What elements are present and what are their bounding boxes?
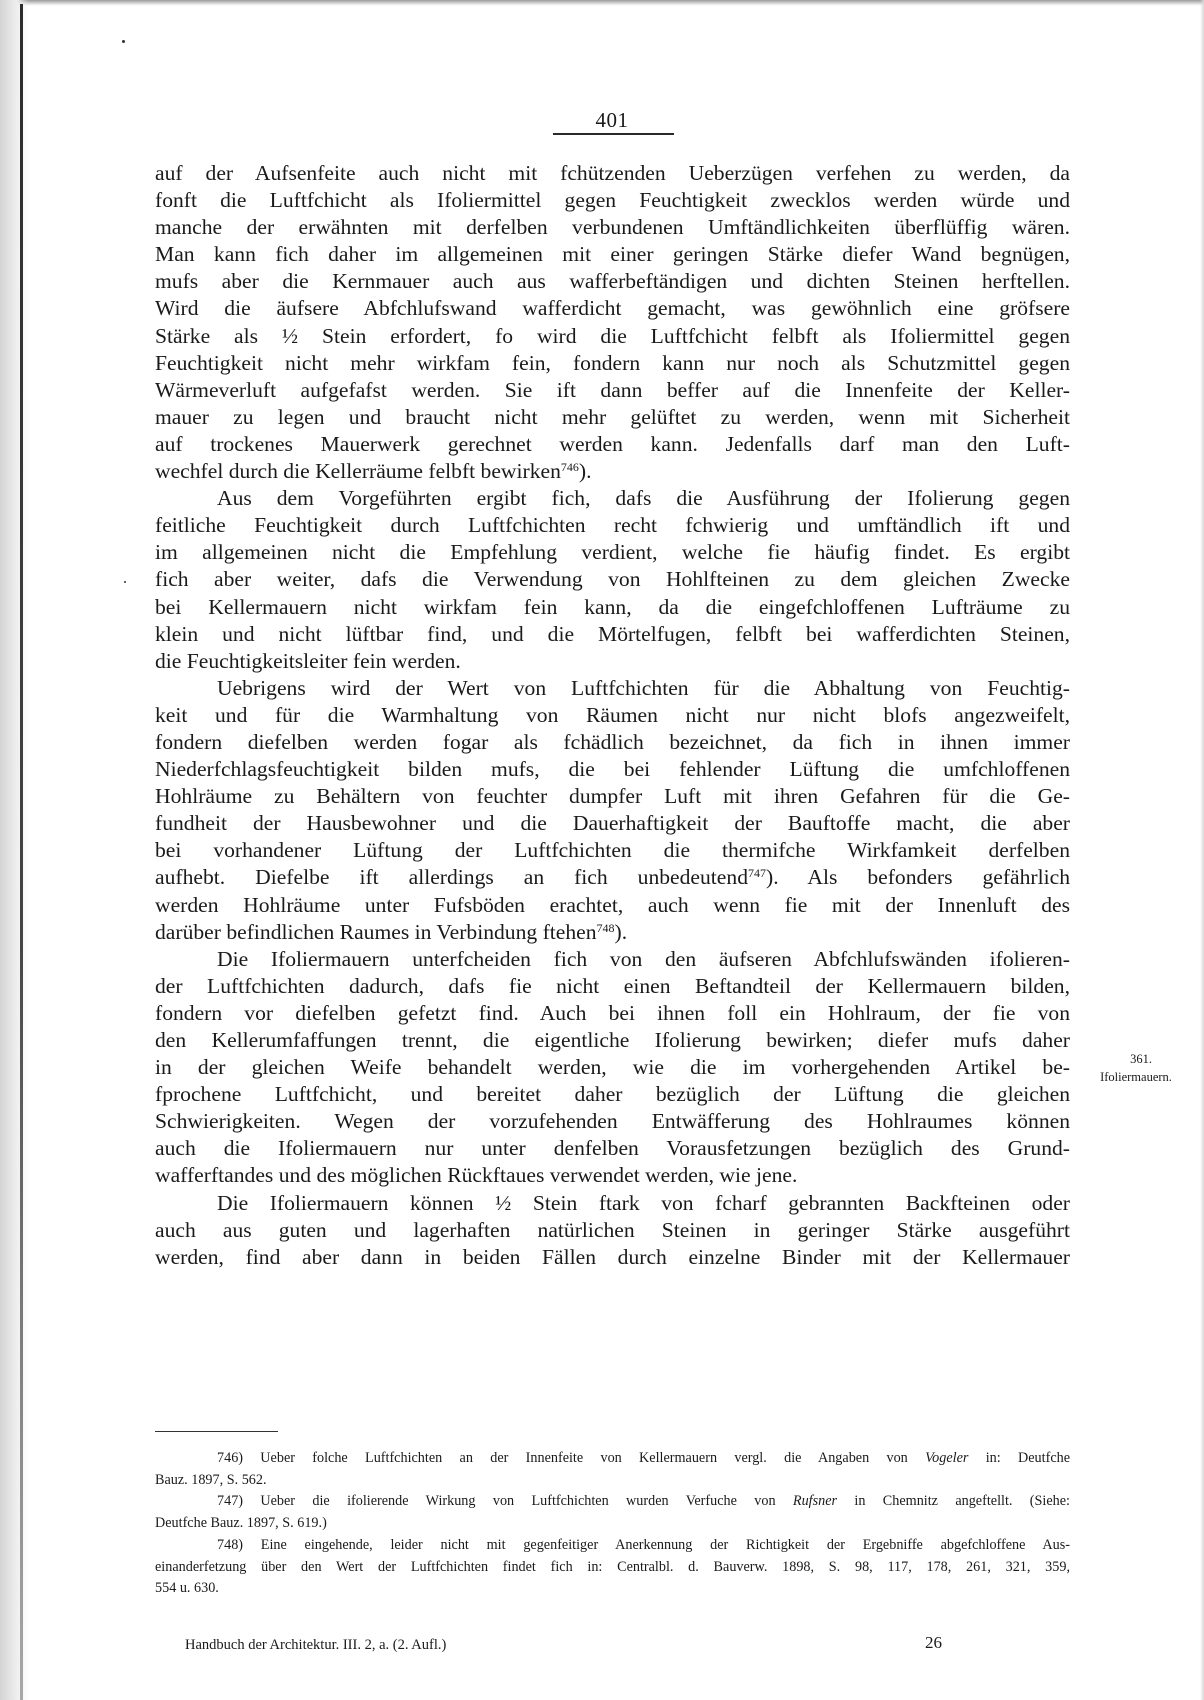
author-name: Rufsner [792, 1493, 838, 1510]
body-line: Feuchtigkeit nicht mehr wirkfam fein, fondern kann nur noch als Schutzmittel gegen [155, 350, 1070, 375]
margin-note-title: Ifoliermauern. [1100, 1070, 1172, 1084]
body-line: mufs aber die Kernmauer auch aus wafferbeftändigen und dichten Steinen herftellen. [155, 269, 1070, 294]
body-line: bei vorhandener Lüftung der Luftfchichten die thermifche Wirkfamkeit derfelben [155, 838, 1070, 863]
body-line: auf der Aufsenfeite auch nicht mit fchützenden Ueberzügen verfehen zu werden, da [155, 161, 1070, 185]
scan-speck [124, 581, 126, 583]
footnote-separator [155, 1431, 278, 1432]
body-line: klein und nicht lüftbar find, und die Mörtelfugen, felbft bei wafferdichten Steinen, [155, 621, 1070, 646]
margin-note [1072, 1050, 1200, 1086]
body-line: Uebrigens wird der Wert von Luftfchichten für die Abhaltung von Feuchtig- [217, 675, 1070, 700]
body-line: die Feuchtigkeitsleiter fein werden. [155, 648, 461, 673]
footnote-reference: 748 [596, 920, 615, 935]
scan-right-edge [1200, 0, 1204, 1700]
body-line: Hohlräume zu Behältern von feuchter dumpfer Luft mit ihren Gefahren für die Ge- [155, 784, 1070, 809]
body-line: Stärke als ½ Stein erfordert, fo wird die Luftfchicht felbft als Ifoliermittel gegen [155, 323, 1070, 348]
body-line: wafferftandes und des möglichen Rückftaues verwendet werden, wie jene. [155, 1163, 798, 1188]
body-line: wechfel durch die Kellerräume felbft bewirken$^{746}$). [155, 459, 592, 484]
author-name: Vogeler [925, 1450, 969, 1466]
body-line: fonft die Luftfchicht als Ifoliermittel gegen Feuchtigkeit zwecklos werden würde und [155, 188, 1070, 213]
scan-speck [122, 40, 125, 43]
body-line: keit und für die Warmhaltung von Räumen nicht nur nicht blofs angezweifelt, [155, 702, 1070, 727]
body-line: aufhebt. Diefelbe ift allerdings an fich unbedeutend$^{747}$). Als befonders gefährlich [155, 865, 1071, 890]
scan-top-edge [0, 0, 1204, 6]
footnote-line: Deutfche Bauz. 1897, S. 619.) [155, 1515, 327, 1532]
body-line: mauer zu legen und braucht nicht mehr gelüftet zu werden, wenn mit Sicherheit [155, 404, 1070, 429]
footnote-line: 748) Eine eingehende, leider nicht mit gegenfeitiger Anerkennung der Richtigkeit der Ergebniffe abgefchloffene Aus- [217, 1536, 1070, 1553]
body-text [155, 160, 1070, 1271]
body-line: Niederfchlagsfeuchtigkeit bilden mufs, die bei fehlender Lüftung die umfchloffenen [155, 757, 1070, 782]
body-line: Aus dem Vorgeführten ergibt fich, dafs die Ausführung der Ifolierung gegen [217, 486, 1070, 511]
footnote-line: Bauz. 1897, S. 562. [155, 1471, 267, 1488]
body-line: bei Kellermauern nicht wirkfam fein kann, da die eingefchloffenen Lufträume zu [155, 594, 1070, 619]
body-line: fondern vor diefelben gefetzt find. Auch bei ihnen foll ein Hohlraum, der fie von [155, 1000, 1070, 1025]
footnote-line: 554 u. 630. [155, 1580, 219, 1597]
footnote-line: 746) Ueber folche Luftfchichten an der Innenfeite von Kellermauern vergl. die Angaben von Vogeler in: Deutfche [217, 1450, 1071, 1466]
running-footer: Handbuch der Architektur. III. 2, a. (2. Aufl.) [185, 1637, 447, 1653]
body-line: manche der erwähnten mit derfelben verbundenen Umftändlichkeiten überflüffig wären. [155, 215, 1070, 240]
body-line: in der gleichen Weife behandelt werden, wie die im vorhergehenden Artikel be- [155, 1055, 1070, 1080]
body-line: auch aus guten und lagerhaften natürlichen Steinen in geringer Stärke ausgeführt [155, 1217, 1070, 1242]
body-line: werden Hohlräume unter Fufsböden erachtet, auch wenn fie mit der Innenluft des [155, 892, 1070, 917]
body-line: fprochene Luftfchicht, und bereitet daher bezüglich der Lüftung die gleichen [155, 1082, 1070, 1107]
body-line: Die Ifoliermauern unterfcheiden fich von den äufseren Abfchlufswänden ifolieren- [217, 946, 1070, 971]
page-number: 401 [595, 108, 629, 132]
body-line: fich aber weiter, dafs die Verwendung von Hohlfteinen zu dem gleichen Zwecke [155, 567, 1070, 592]
footnote-reference: 747 [748, 866, 766, 881]
body-line: auf trockenes Mauerwerk gerechnet werden kann. Jedenfalls darf man den Luft- [155, 431, 1070, 456]
body-line: werden, find aber dann in beiden Fällen durch einzelne Binder mit der Kellermauer [155, 1244, 1070, 1269]
body-line: Wird die äufsere Abfchlufswand wafferdicht gemacht, was gewöhnlich eine gröfsere [155, 296, 1070, 321]
body-line: im allgemeinen nicht die Empfehlung verdient, welche fie häufig findet. Es ergibt [155, 540, 1070, 565]
signature-number: 26 [925, 1633, 942, 1652]
scan-gutter-line [20, 4, 23, 1700]
body-line: fundheit der Hausbewohner und die Dauerhaftigkeit der Bauftoffe macht, die aber [155, 811, 1070, 836]
footnotes [155, 1448, 1070, 1600]
footnote-line: einanderfetzung über den Wert der Luftfchichten findet fich in: Centralbl. d. Bauverw. 1898, S. 98, 117, 178, 261, 321, 359, [155, 1558, 1070, 1575]
body-line: Die Ifoliermauern können ½ Stein ftark von fcharf gebrannten Backfteinen oder [217, 1190, 1070, 1215]
body-line: darüber befindlichen Raumes in Verbindung ftehen$^{748}$). [155, 919, 628, 944]
footnote-reference: 746 [560, 460, 579, 475]
body-line: Wärmeverluft aufgefafst werden. Sie ift dann beffer auf die Innenfeite der Keller- [155, 377, 1070, 402]
body-line: feitliche Feuchtigkeit durch Luftfchichten recht fchwierig und umftändlich ift und [155, 513, 1070, 538]
page-number-rule [553, 133, 674, 135]
body-line: Man kann fich daher im allgemeinen mit einer geringen Stärke diefer Wand begnügen, [155, 242, 1070, 267]
margin-note-number: 361. [1130, 1052, 1152, 1066]
body-line: den Kellerumfaffungen trennt, die eigentliche Ifolierung bewirken; diefer mufs daher [155, 1028, 1070, 1052]
footnote-line: 747) Ueber die ifolierende Wirkung von Luftfchichten wurden Verfuche von Rufsner in Chemnitz angeftellt. (Siehe: [217, 1493, 1070, 1510]
body-line: auch die Ifoliermauern nur unter denfelben Vorausfetzungen bezüglich des Grund- [155, 1136, 1070, 1161]
scan-gutter-shadow [0, 0, 28, 1700]
body-line: fondern diefelben werden fogar als fchädlich bezeichnet, da fich in ihnen immer [155, 729, 1070, 754]
body-line: der Luftfchichten dadurch, dafs fie nicht einen Beftandteil der Kellermauern bilden, [155, 973, 1070, 998]
body-line: Schwierigkeiten. Wegen der vorzufehenden Entwäfferung des Hohlraumes können [155, 1109, 1070, 1134]
